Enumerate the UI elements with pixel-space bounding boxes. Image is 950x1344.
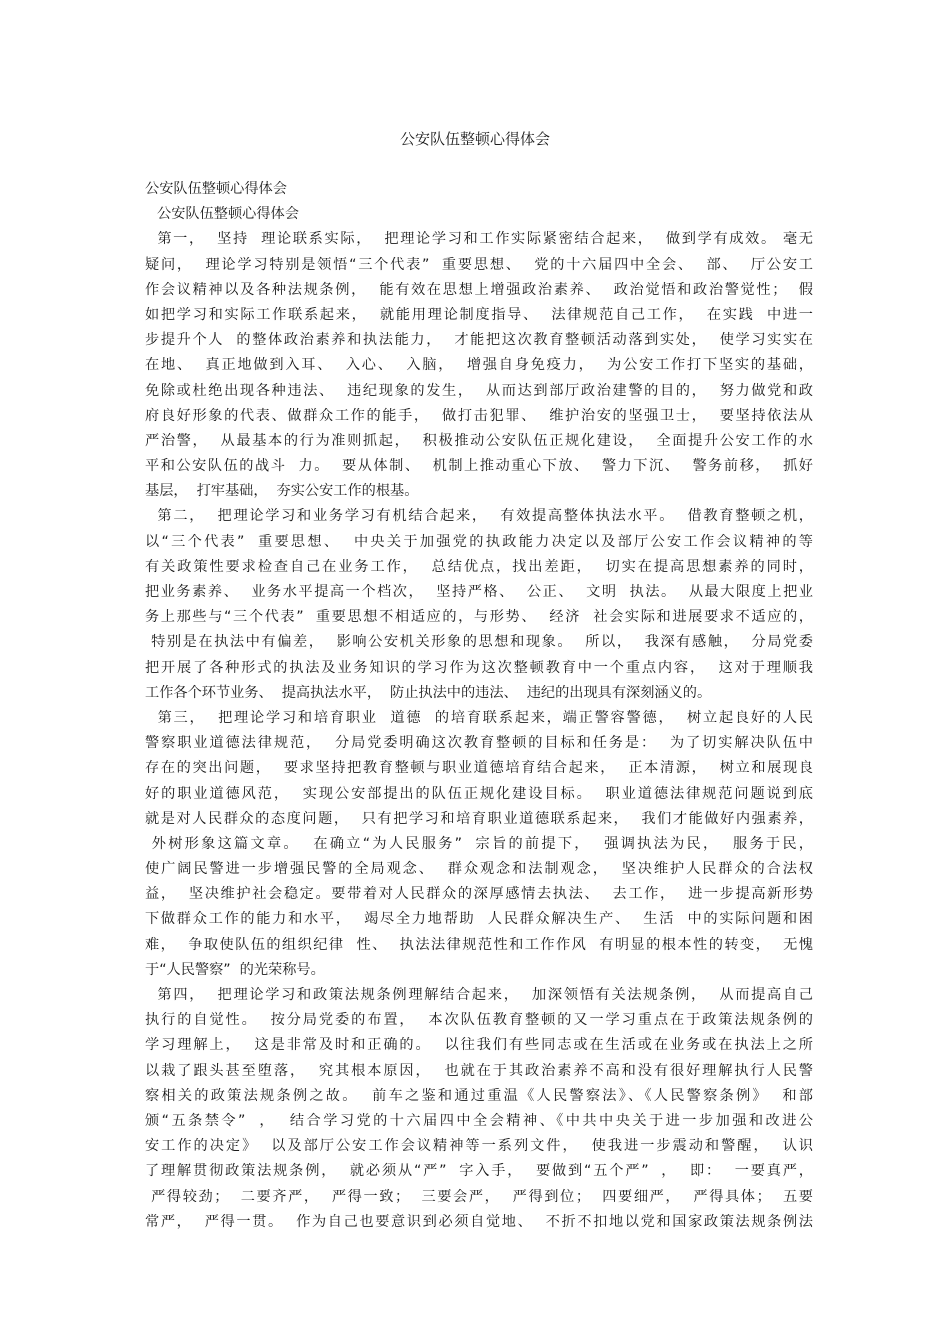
- text-line: 免除或杜绝出现各种违法、 违纪现象的发生， 从而达到部厅政治建警的目的， 努力做党和政: [145, 382, 813, 399]
- text-line: 在地、 真正地做到入耳、 入心、 入脑， 增强自身免疫力， 为公安工作打下坚实的基础，: [145, 357, 813, 374]
- text-line: 疑问， 理论学习特别是领悟“三个代表” 重要思想、 党的十六届四中全会、 部、 厅公安工: [145, 256, 813, 273]
- document-body: [145, 177, 813, 1235]
- text-line: 第一， 坚持 理论联系实际， 把理论学习和工作实际紧密结合起来， 做到学有成效。 毫无: [145, 231, 813, 248]
- text-line: 第三， 把理论学习和培育职业 道德 的培育联系起来，端正警容警德， 树立起良好的人民: [145, 709, 813, 726]
- text-line: 基层， 打牢基础， 夯实公安工作的根基。: [145, 483, 419, 500]
- text-line: 好的职业道德风范， 实现公安部提出的队伍正规化建设目标。 职业道德法律规范问题说到底: [145, 785, 813, 802]
- text-line: 就是对人民群众的态度问题， 只有把学习和培育职业道德联系起来， 我们才能做好内强素养，: [145, 810, 813, 827]
- text-line: 第四， 把理论学习和政策法规条例理解结合起来， 加深领悟有关法规条例， 从而提高自己: [145, 987, 813, 1003]
- text-line: 把开展了各种形式的执法及业务知识的学习作为这次整顿教育中一个重点内容， 这对于理顺我: [145, 659, 813, 676]
- text-line: 把业务素养、 业务水平提高一个档次， 坚持严格、 公正、 文明 执法。 从最大限度上把业: [145, 584, 813, 600]
- text-line: 难， 争取使队伍的组织纪律 性、 执法法律规范性和工作作风 有明显的根本性的转变， 无愧: [145, 936, 813, 953]
- document-heading-1: 公安队伍整顿心得体会: [145, 181, 287, 197]
- text-line: 如把学习和实际工作联系起来， 就能用理论制度指导、 法律规范自己工作， 在实践 中进一: [145, 306, 813, 323]
- text-line: 颁“五条禁令” ， 结合学习党的十六届四中全会精神、《中共中央关于进一步加强和改进公: [145, 1112, 813, 1129]
- text-line: 务上那些与“三个代表” 重要思想不相适应的，与形势、 经济 社会实际和进展要求不适应的，: [145, 609, 813, 626]
- text-line: 步提升个人 的整体政治素养和执法能力， 才能把这次教育整顿活动落到实处， 使学习实实在: [145, 332, 813, 349]
- text-line: 下做群众工作的能力和水平， 竭尽全力地帮助 人民群众解决生产、 生活 中的实际问题和困: [145, 911, 813, 928]
- text-line: 以“三个代表” 重要思想、 中央关于加强党的执政能力决定以及部厅公安工作会议精神的等: [145, 533, 813, 550]
- text-line: 第二， 把理论学习和业务学习有机结合起来， 有效提高整体执法水平。 借教育整顿之机，: [145, 508, 813, 525]
- text-line: 有关政策性要求检查自己在业务工作， 总结优点，找出差距， 切实在提高思想素养的同时，: [145, 558, 813, 575]
- document-title: 公安队伍整顿心得体会: [399, 130, 550, 148]
- text-line: 使广阔民警进一步增强民警的全局观念、 群众观念和法制观念， 坚决维护人民群众的合法权: [145, 861, 813, 878]
- text-line: 府良好形象的代表、做群众工作的能手， 做打击犯罪、 维护治安的坚强卫士， 要坚持依法从: [145, 407, 813, 424]
- text-line: 以栽了跟头甚至堕落， 究其根本原因， 也就在于其政治素养不高和没有很好理解执行人民警: [145, 1062, 813, 1079]
- text-line: 工作各个环节业务、 提高执法水平， 防止执法中的违法、 违纪的出现具有深刻涵义的。: [145, 684, 712, 701]
- text-line: 严治警， 从最基本的行为准则抓起， 积极推动公安队伍正规化建设， 全面提升公安工作的水: [145, 432, 813, 449]
- text-line: 益， 坚决维护社会稳定。要带着对人民群众的深厚感情去执法、 去工作， 进一步提高新形势: [145, 886, 813, 903]
- body-text: [145, 227, 813, 1235]
- text-line: 特别是在执法中有偏差， 影响公安机关形象的思想和现象。 所以， 我深有感触， 分局党委: [145, 634, 813, 651]
- text-line: 警察职业道德法律规范， 分局党委明确这次教育整顿的目标和任务是： 为了切实解决队伍中: [145, 735, 813, 752]
- text-line: 存在的突出问题， 要求坚持把教育整顿与职业道德培育结合起来， 正本清源， 树立和展现良: [145, 760, 813, 777]
- text-line: 平和公安队伍的战斗 力。 要从体制、 机制上推动重心下放、 警力下沉、 警务前移， 抓好: [145, 458, 813, 475]
- text-line: 察相关的政策法规条例之故。 前车之鉴和通过重温《人民警察法》、《人民警察条例》 和部: [145, 1087, 813, 1104]
- document-heading-2: 公安队伍整顿心得体会: [157, 206, 299, 223]
- text-line: 执行的自觉性。 按分局党委的布置， 本次队伍教育整顿的又一学习重点在于政策法规条例的: [145, 1012, 813, 1029]
- text-line: 常严， 严得一贯。 作为自己也要意识到必须自觉地、 不折不扣地以党和国家政策法规条例法: [145, 1213, 813, 1230]
- text-line: 了理解贯彻政策法规条例， 就必须从“严” 字入手， 要做到“五个严” ， 即： 一要真严，: [145, 1163, 813, 1180]
- text-line: 严得较劲； 二要齐严， 严得一致； 三要会严， 严得到位； 四要细严， 严得具体； 五要: [145, 1188, 813, 1205]
- text-line: 作会议精神以及各种法规条例， 能有效在思想上增强政治素养、 政治觉悟和政治警觉性； 假: [145, 281, 813, 298]
- text-line: 安工作的决定》 以及部厅公安工作会议精神等一系列文件， 使我进一步震动和警醒， 认识: [145, 1138, 813, 1155]
- text-line: 于“人民警察” 的光荣称号。: [145, 961, 325, 978]
- text-line: 学习理解上， 这是非常及时和正确的。 以往我们有些同志或在生活或在业务或在执法上之所: [145, 1037, 813, 1054]
- text-line: 外树形象这篇文章。 在确立“为人民服务” 宗旨的前提下， 强调执法为民， 服务于民，: [145, 835, 813, 852]
